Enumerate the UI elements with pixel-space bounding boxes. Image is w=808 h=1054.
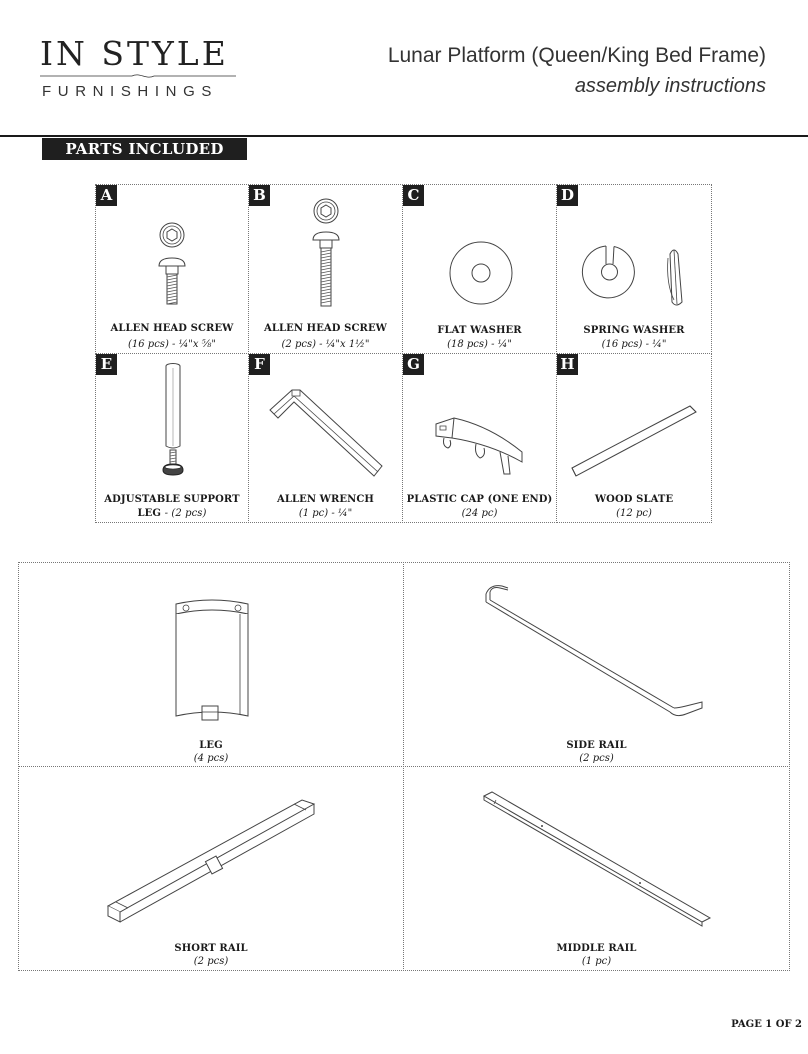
part-name: ALLEN HEAD SCREW xyxy=(264,323,387,334)
large-part-quantity: (2 pcs) xyxy=(193,956,229,967)
large-part-quantity: (2 pcs) xyxy=(579,753,614,764)
document-subtitle: assembly instructions xyxy=(574,75,766,97)
leg-icon xyxy=(172,598,254,730)
part-name: ADJUSTABLE SUPPORT xyxy=(104,494,240,505)
part-letter-badge: D xyxy=(557,185,578,206)
part-quantity: (24 pc) xyxy=(461,508,498,519)
part-name: WOOD SLATE xyxy=(594,494,674,505)
part-letter-badge: G xyxy=(403,354,424,375)
part-quantity: (16 pcs) - ¼"x ⅝" xyxy=(128,339,216,350)
part-quantity: (1 pc) - ¼" xyxy=(298,508,353,519)
part-name-continued: LEG xyxy=(137,508,161,519)
part-quantity: (18 pcs) - ¼" xyxy=(447,339,512,350)
part-letter-badge: B xyxy=(249,185,270,206)
spring-washer-icon xyxy=(580,244,692,310)
short-rail-icon xyxy=(104,796,324,922)
part-name: ALLEN WRENCH xyxy=(277,494,374,505)
allen-wrench-icon xyxy=(266,386,390,482)
part-letter-badge: F xyxy=(249,354,270,375)
part-name: ALLEN HEAD SCREW xyxy=(110,323,234,334)
part-quantity: (16 pcs) - ¼" xyxy=(601,339,667,350)
logo-swoosh-icon xyxy=(40,72,240,80)
header-divider xyxy=(0,135,808,137)
brand-name: IN STYLE xyxy=(40,34,229,73)
wood-slate-icon xyxy=(570,402,700,482)
large-part-name: MIDDLE RAIL xyxy=(556,943,637,954)
document-title: Lunar Platform (Queen/King Bed Frame) xyxy=(387,44,766,67)
part-letter-badge: H xyxy=(557,354,578,375)
adjustable-support-leg-icon xyxy=(158,362,188,480)
allen-head-screw-long-icon xyxy=(304,198,348,310)
part-name: SPRING WASHER xyxy=(583,325,685,336)
large-part-name: LEG xyxy=(199,740,223,751)
part-name-line2 xyxy=(95,508,249,519)
brand-tagline: FURNISHINGS xyxy=(42,83,218,100)
part-quantity: (2 pcs) - ¼"x 1½" xyxy=(281,339,370,350)
plastic-cap-icon xyxy=(430,412,530,476)
allen-head-screw-short-icon xyxy=(150,220,194,310)
large-part-name: SIDE RAIL xyxy=(566,740,627,751)
part-letter-badge: E xyxy=(96,354,117,375)
page-number: PAGE 1 OF 2 xyxy=(731,1019,802,1030)
part-letter-badge: C xyxy=(403,185,424,206)
large-part-quantity: (1 pc) xyxy=(581,956,612,967)
side-rail-icon xyxy=(480,584,708,720)
part-letter-badge: A xyxy=(96,185,117,206)
large-part-quantity: (4 pcs) xyxy=(193,753,229,764)
middle-rail-icon xyxy=(480,790,714,926)
large-part-name: SHORT RAIL xyxy=(174,943,248,954)
part-name: FLAT WASHER xyxy=(437,325,522,336)
part-name: PLASTIC CAP (ONE END) xyxy=(406,494,553,505)
part-quantity: - (2 pcs) xyxy=(164,508,207,519)
section-title: PARTS INCLUDED xyxy=(42,138,247,160)
flat-washer-icon xyxy=(448,240,514,306)
part-quantity: (12 pc) xyxy=(616,508,652,519)
